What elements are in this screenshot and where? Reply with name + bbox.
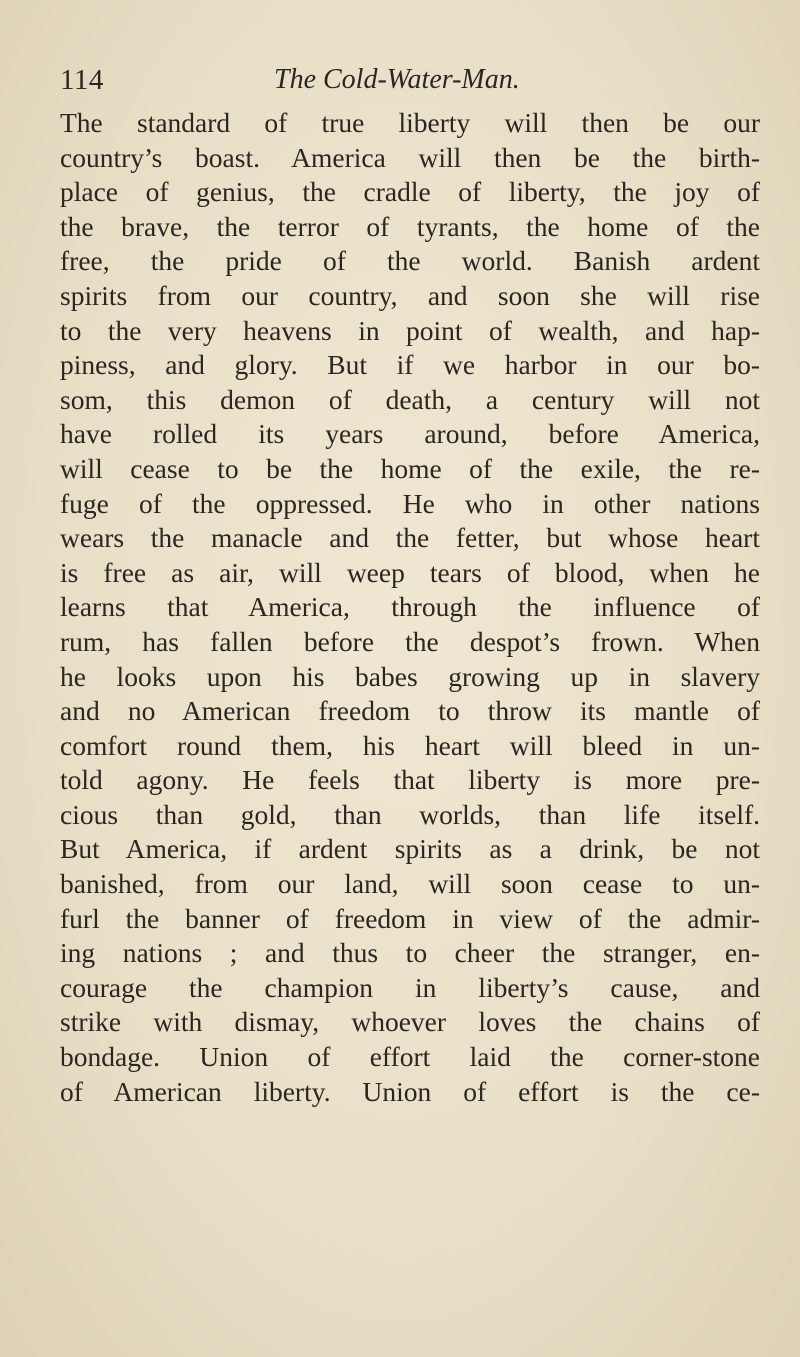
running-title: The Cold-Water-Man. [274, 64, 520, 95]
text-line: will cease to be the home of the exile, the re- [60, 452, 760, 484]
text-line: learns that America, through the influence of [60, 591, 760, 623]
text-line: the brave, the terror of tyrants, the home of the [60, 210, 760, 242]
text-line: The standard of true liberty will then be our [60, 107, 760, 138]
text-line: But America, if ardent spirits as a drink, be not [60, 833, 760, 865]
text-line: is free as air, will weep tears of blood, when he [60, 556, 760, 588]
text-line: place of genius, the cradle of liberty, the joy of [60, 176, 760, 208]
text-line: bondage. Union of effort laid the corner-stone [60, 1041, 760, 1073]
text-line: banished, from our land, will soon cease to un- [60, 868, 760, 900]
text-line: and no American freedom to throw its mantle of [60, 695, 760, 727]
text-line: strike with dismay, whoever loves the chains of [60, 1006, 760, 1038]
text-line: free, the pride of the world. Banish ardent [60, 245, 760, 277]
text-line: cious than gold, than worlds, than life itself. [60, 798, 760, 830]
page-number: 114 [60, 64, 104, 96]
text-line: piness, and glory. But if we harbor in our bo- [60, 349, 760, 381]
text-line: spirits from our country, and soon she will rise [60, 279, 760, 311]
text-line: furl the banner of freedom in view of the admir- [60, 902, 760, 934]
text-line: rum, has fallen before the despot’s frown. When [60, 625, 760, 657]
text-line: courage the champion in liberty’s cause, and [60, 971, 760, 1003]
text-line: comfort round them, his heart will bleed in un- [60, 729, 760, 761]
text-line: to the very heavens in point of wealth, and hap- [60, 314, 760, 346]
text-line: of American liberty. Union of effort is the ce- [60, 1075, 760, 1107]
body-text [60, 106, 760, 1109]
text-line: wears the manacle and the fetter, but whose heart [60, 522, 760, 554]
text-line: country’s boast. America will then be the birth- [60, 141, 760, 173]
text-line: told agony. He feels that liberty is more pre- [60, 764, 760, 796]
text-line: he looks upon his babes growing up in slavery [60, 660, 760, 692]
text-line: som, this demon of death, a century will not [60, 383, 760, 415]
text-line: fuge of the oppressed. He who in other nations [60, 487, 760, 519]
text-line: ing nations ; and thus to cheer the stranger, en- [60, 937, 760, 969]
page-header [60, 64, 760, 104]
text-line: have rolled its years around, before America, [60, 418, 760, 450]
